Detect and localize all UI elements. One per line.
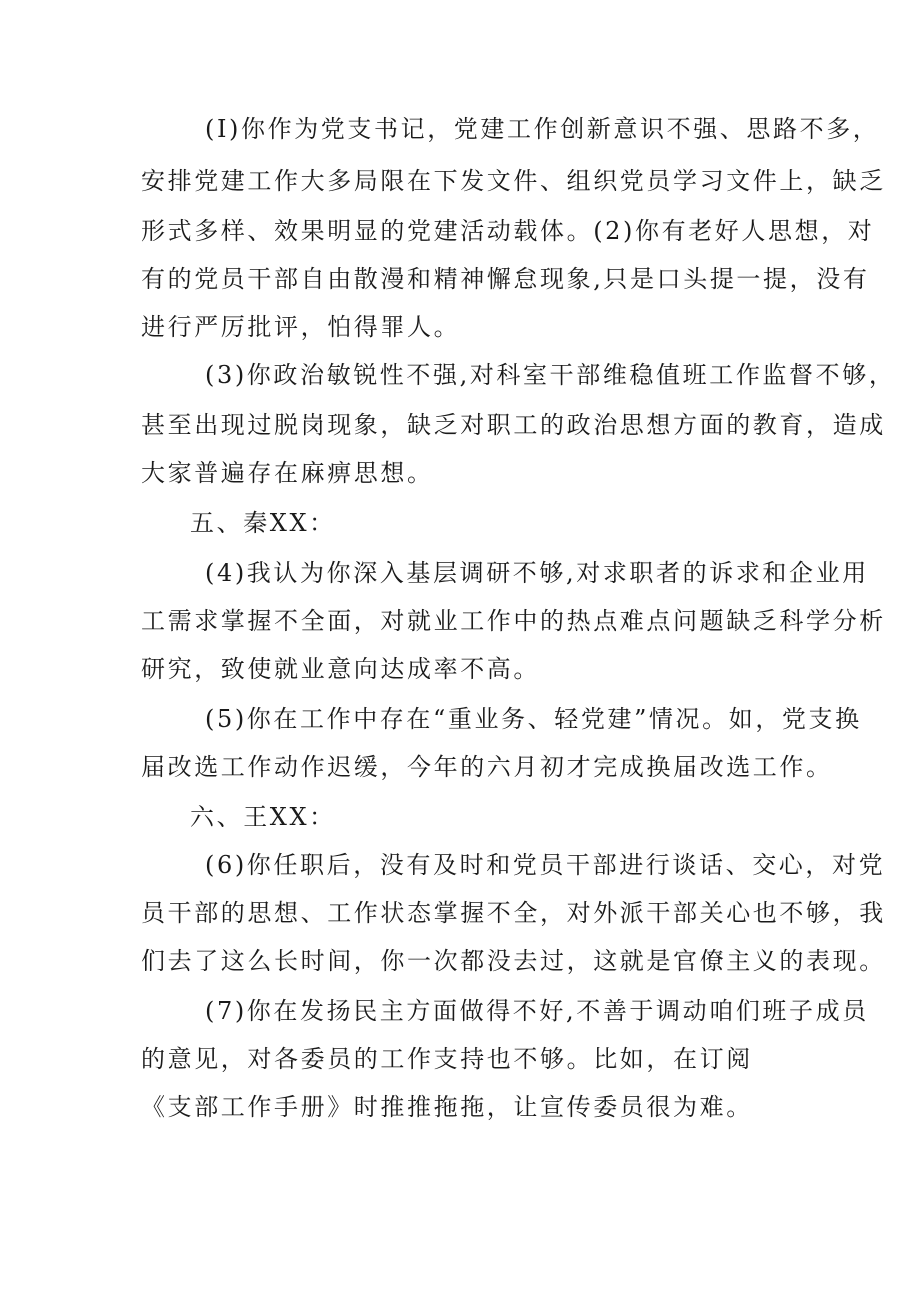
document-page: (I)你作为党支书记，党建工作创新意识不强、思路不多， 安排党建工作大多局限在下发文件、组织党员学习文件上，缺乏 形式多样、效果明显的党建活动载体。(2)你有老好人思想，对 有的党员干部自由散漫和精神懈怠现象,只是口头提一提，没有 进行严厉批评，怕得罪人。 (3)你政治敏锐性不强,对科室干部维稳值班工作监督不够， 甚至出现过脱岗现象，缺乏对职工的政治思想方面的教育，造成 大家普遍存在麻痹思想。 五、秦XX： (4)我认为你深入基层调研不够,对求职者的诉求和企业用 工需求掌握不全面，对就业工作中的热点难点问题缺乏科学分析 研究，致使就业意向达成率不高。 (5)你在工作中存在“重业务、轻党建”情况。如，党支换 届改选工作动作迟缓，今年的六月初才完成换届改选工作。 六、王XX： (6)你任职后，没有及时和党员干部进行谈话、交心，对党 员干部的思想、工作状态掌握不全，对外派干部关心也不够，我 们去了这么长时间，你一次都没去过，这就是官僚主义的表现。 (7)你在发扬民主方面做得不好,不善于调动咱们班子成员 的意见，对各委员的工作支持也不够。比如，在订阅 《支部工作手册》时推推拖拖，让宣传委员很为难。	[141, 115, 896, 1121]
